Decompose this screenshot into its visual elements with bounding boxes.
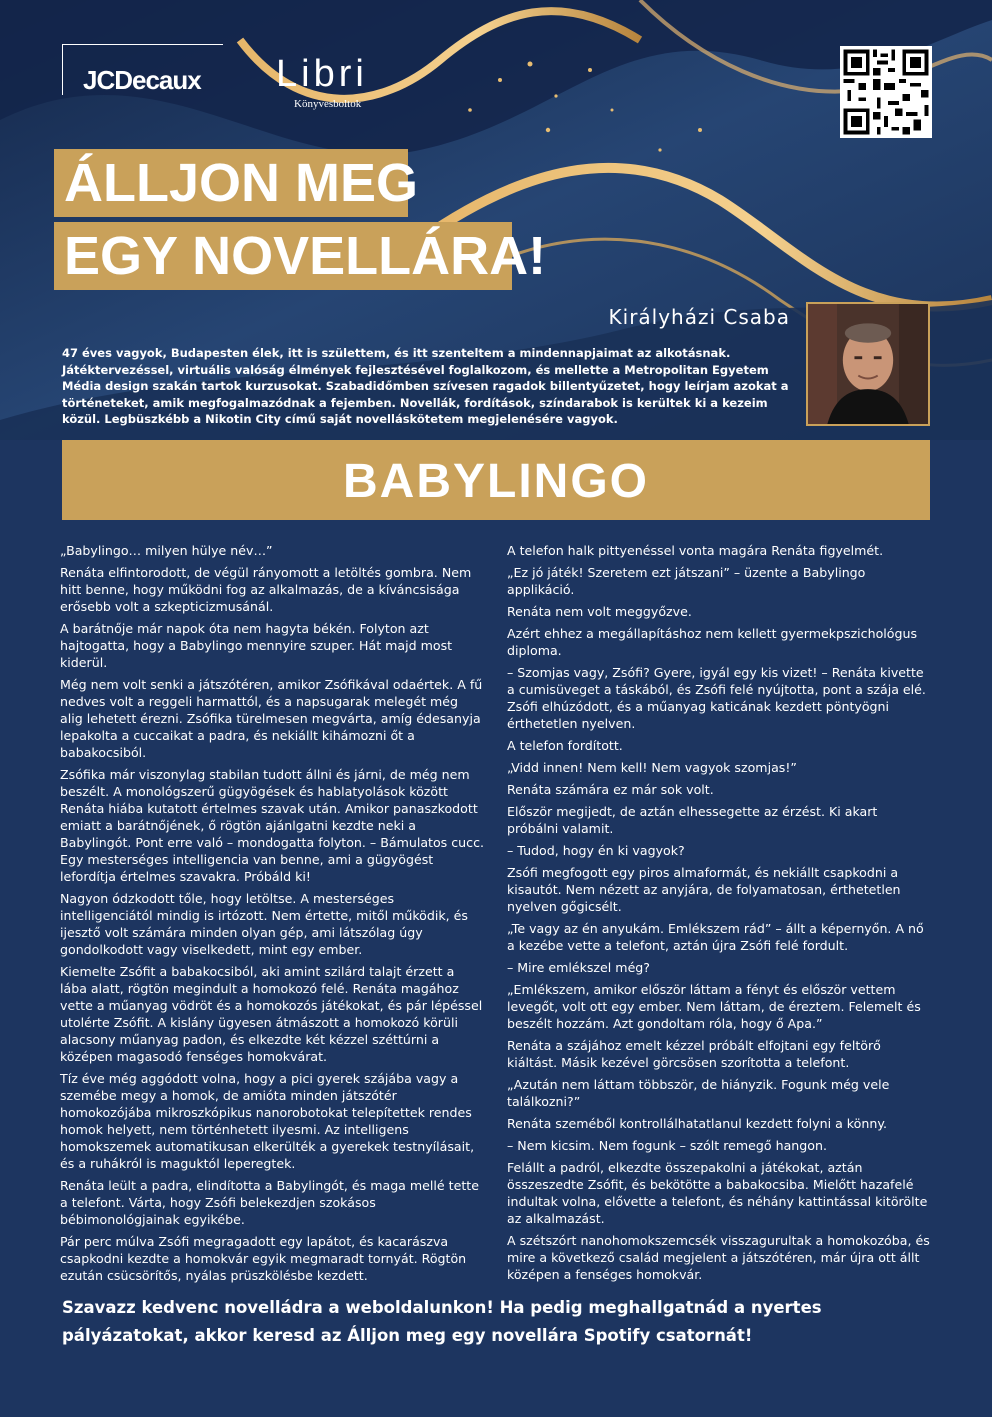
paragraph: „Emlékszem, amikor először láttam a fényt és először vettem levegőt, volt ott egy ember. Nem láttam, de éreztem. Felemelt és beszélt hozzám. Azt gondoltam róla, hogy ő Apa.” — [507, 982, 921, 1031]
story-column-left — [60, 542, 484, 1289]
paragraph: Zsófi megfogott egy piros almaformát, és nekiállt csapkodni a kisautót. Nem nézett az anyjára, de folyamatosan, érthetetlen nyelven gőgicsélt. — [507, 865, 901, 914]
author-bio: 47 éves vagyok, Budapesten élek, itt is születtem, és itt szenteltem a mindennapjaimat az alkotásnak. Játéktervezéssel, virtuális valóság élmények fejlesztésével foglalkozom, és mellette a Metropolitan Egyetem Média design szakán tartok kurzusokat. Szabadidőmben szívesen ragadok billentyűzetet, hogy leírjam azokat a történeteket, amik megfogalmazódnak a fejemben. Novellák, fordítások, színdarabok is kerültek ki a kezeim közül. Legbüszkébb a Nikotin City című saját novelláskötetem megjelenésére vagyok. — [62, 346, 789, 426]
libri-logo-subtitle: Könyvesboltok — [294, 98, 362, 110]
paragraph: „Ez jó játék! Szeretem ezt játszani” – üzente a Babylingo applikáció. — [507, 565, 866, 597]
paragraph: Renáta szeméből kontrollálhatatlanul kezdett folyni a könny. — [507, 1116, 887, 1131]
paragraph: A telefon fordított. — [507, 738, 623, 753]
paragraph: A szétszórt nanohomokszemcsék visszagurultak a homokozóba, és mire a következő család megjelent a játszótéren, már újra ott állt középen a fenséges homokvár. — [507, 1233, 930, 1282]
paragraph: Renáta nem volt meggyőzve. — [507, 604, 692, 619]
paragraph: – Tudod, hogy én ki vagyok? — [507, 843, 685, 858]
paragraph: – Szomjas vagy, Zsófi? Gyere, igyál egy kis vizet! – Renáta kivette a cumisüveget a táskából, és Zsófi felé nyújtotta, pont a szája elé. Zsófi elhúzódott, és a műanyag katicának kezdett pöntyögni érthetetlen nyelven. — [507, 665, 926, 731]
headline-line-1: ÁLLJON MEG — [54, 149, 408, 217]
paragraph: A telefon halk pittyenéssel vonta magára Renáta figyelmét. — [507, 543, 884, 558]
paragraph: Felállt a padról, elkezdte összepakolni a játékokat, aztán összeszedte Zsófit, és bekötötte a babakocsiba. Mielőtt hazafelé indultak volna, elővette a telefont, és néhány kattintással kitörölte az alkalmazást. — [507, 1160, 928, 1226]
paragraph: Renáta a szájához emelt kézzel próbált elfojtani egy feltörő kiáltást. Másik kezével görcsösen szorította a telefont. — [507, 1038, 881, 1070]
paragraph: Kiemelte Zsófit a babakocsiból, aki amint szilárd talajt érzett a lába alatt, rögtön megindult a homokozó felé. Renáta magához vette a műanyag vödröt és a homokozós játékokat, és pár lépéssel utolérte Zsófit. A kislány ügyesen átmászott a homokozó körüli alacsony műanyag padon, és elkezdte két kézzel széttúrni a középen magasodó fenséges homokvárat. — [60, 964, 483, 1064]
jcdecaux-logo-text: JCDecaux — [83, 65, 201, 95]
footer-call-to-action: Szavazz kedvenc novelládra a weboldalunkon! Ha pedig meghallgatnád a nyertes pályázatokat, akkor keresd az Álljon meg egy novellára Spotify csatornát! — [62, 1298, 822, 1345]
story-title: BABYLINGO — [343, 455, 649, 508]
story-column-right — [507, 542, 931, 1288]
paragraph: Zsófika már viszonylag stabilan tudott állni és járni, de még nem beszélt. A monológszerű gügyögések és hablatyolások között Renáta hiába kutatott értelmes szavak után. Amikor panaszkodott emiatt a barátnőjének, ő rögtön ajánlgatni kezdte neki a Babylingót. Pont erre való – mondogatta folyton. – Bámulatos cucc. Egy mesterséges intelligencia van benne, ami a gügyögést lefordítja értelmes szavakra. Próbáld ki! — [60, 767, 485, 884]
headline-line-2: EGY NOVELLÁRA! — [54, 222, 512, 290]
paragraph: Renáta elfintorodott, de végül rányomott a letöltés gombra. Nem hitt benne, hogy működni fog az alkalmazás, de a kíváncsisága erősebb volt a szkepticizmusánál. — [60, 565, 472, 614]
author-name: Királyházi Csaba — [608, 305, 790, 329]
paragraph: Tíz éve még aggódott volna, hogy a pici gyerek szájába vagy a szemébe megy a homok, de amióta minden játszótér homokozójába mikroszkópikus nanorobotokat telepítettek rendes homok helyett, nem történhetett ilyesmi. Az intelligens homokszemek automatikusan elkerülték a gyerekek testnyílásait, és a ruhákról is maguktól leperegtek. — [60, 1071, 475, 1171]
qr-code-icon[interactable] — [840, 46, 932, 138]
paragraph: Renáta számára ez már sok volt. — [507, 782, 714, 797]
paragraph: – Mire emlékszel még? — [507, 960, 650, 975]
paragraph: Még nem volt senki a játszótéren, amikor Zsófikával odaértek. A fű nedves volt a reggeli harmattól, és a napsugarak melegét még alig lehetett érezni. Zsófika türelmesen megvárta, amíg édesanyja lepakolta a cuccaikat a padra, és nekiállt kihámozni őt a babakocsiból. — [60, 677, 483, 760]
author-photo — [806, 302, 930, 426]
paragraph: „Babylingo… milyen hülye név…” — [60, 543, 273, 558]
libri-logo — [276, 52, 396, 112]
paragraph: Pár perc múlva Zsófi megragadott egy lapátot, és kacarászva csapkodni kezdte a homokvár egyik megmaradt tornyát. Rögtön ezután csücsörítős, nyálas prüszkölésbe kezdett. — [60, 1234, 467, 1283]
story-title-band — [62, 440, 930, 520]
libri-logo-text: Libri — [276, 53, 368, 95]
paragraph: „Te vagy az én anyukám. Emlékszem rád” – állt a képernyőn. A nő a kezébe vette a telefont, aztán újra Zsófi felé fordult. — [507, 921, 924, 953]
paragraph: – Nem kicsim. Nem fogunk – szólt remegő hangon. — [507, 1138, 827, 1153]
paragraph: Azért ehhez a megállapításhoz nem kellett gyermekpszichológus diploma. — [507, 626, 918, 658]
paragraph: A barátnője már napok óta nem hagyta békén. Folyton azt hajtogatta, hogy a Babylingo mennyire szuper. Hát majd most kiderül. — [60, 621, 453, 670]
paragraph: Először megijedt, de aztán elhessegette az érzést. Ki akart próbálni valamit. — [507, 804, 878, 836]
paragraph: „Vidd innen! Nem kell! Nem vagyok szomjas!” — [507, 760, 797, 775]
jcdecaux-logo — [62, 44, 223, 95]
paragraph: Nagyon ódzkodott tőle, hogy letöltse. A mesterséges intelligenciától mindig is irtózott. Nem értette, mitől működik, és ijesztő volt számára minden olyan gép, ami látszólag úgy gondolkodott vagy viselkedett, mint egy ember. — [60, 891, 468, 957]
paragraph: Renáta leült a padra, elindította a Babylingót, és maga mellé tette a telefont. Várta, hogy Zsófi belekezdjen szokásos bébimonológjainak egyikébe. — [60, 1178, 479, 1227]
paragraph: „Azután nem láttam többször, de hiányzik. Fogunk még vele találkozni?” — [507, 1077, 890, 1109]
